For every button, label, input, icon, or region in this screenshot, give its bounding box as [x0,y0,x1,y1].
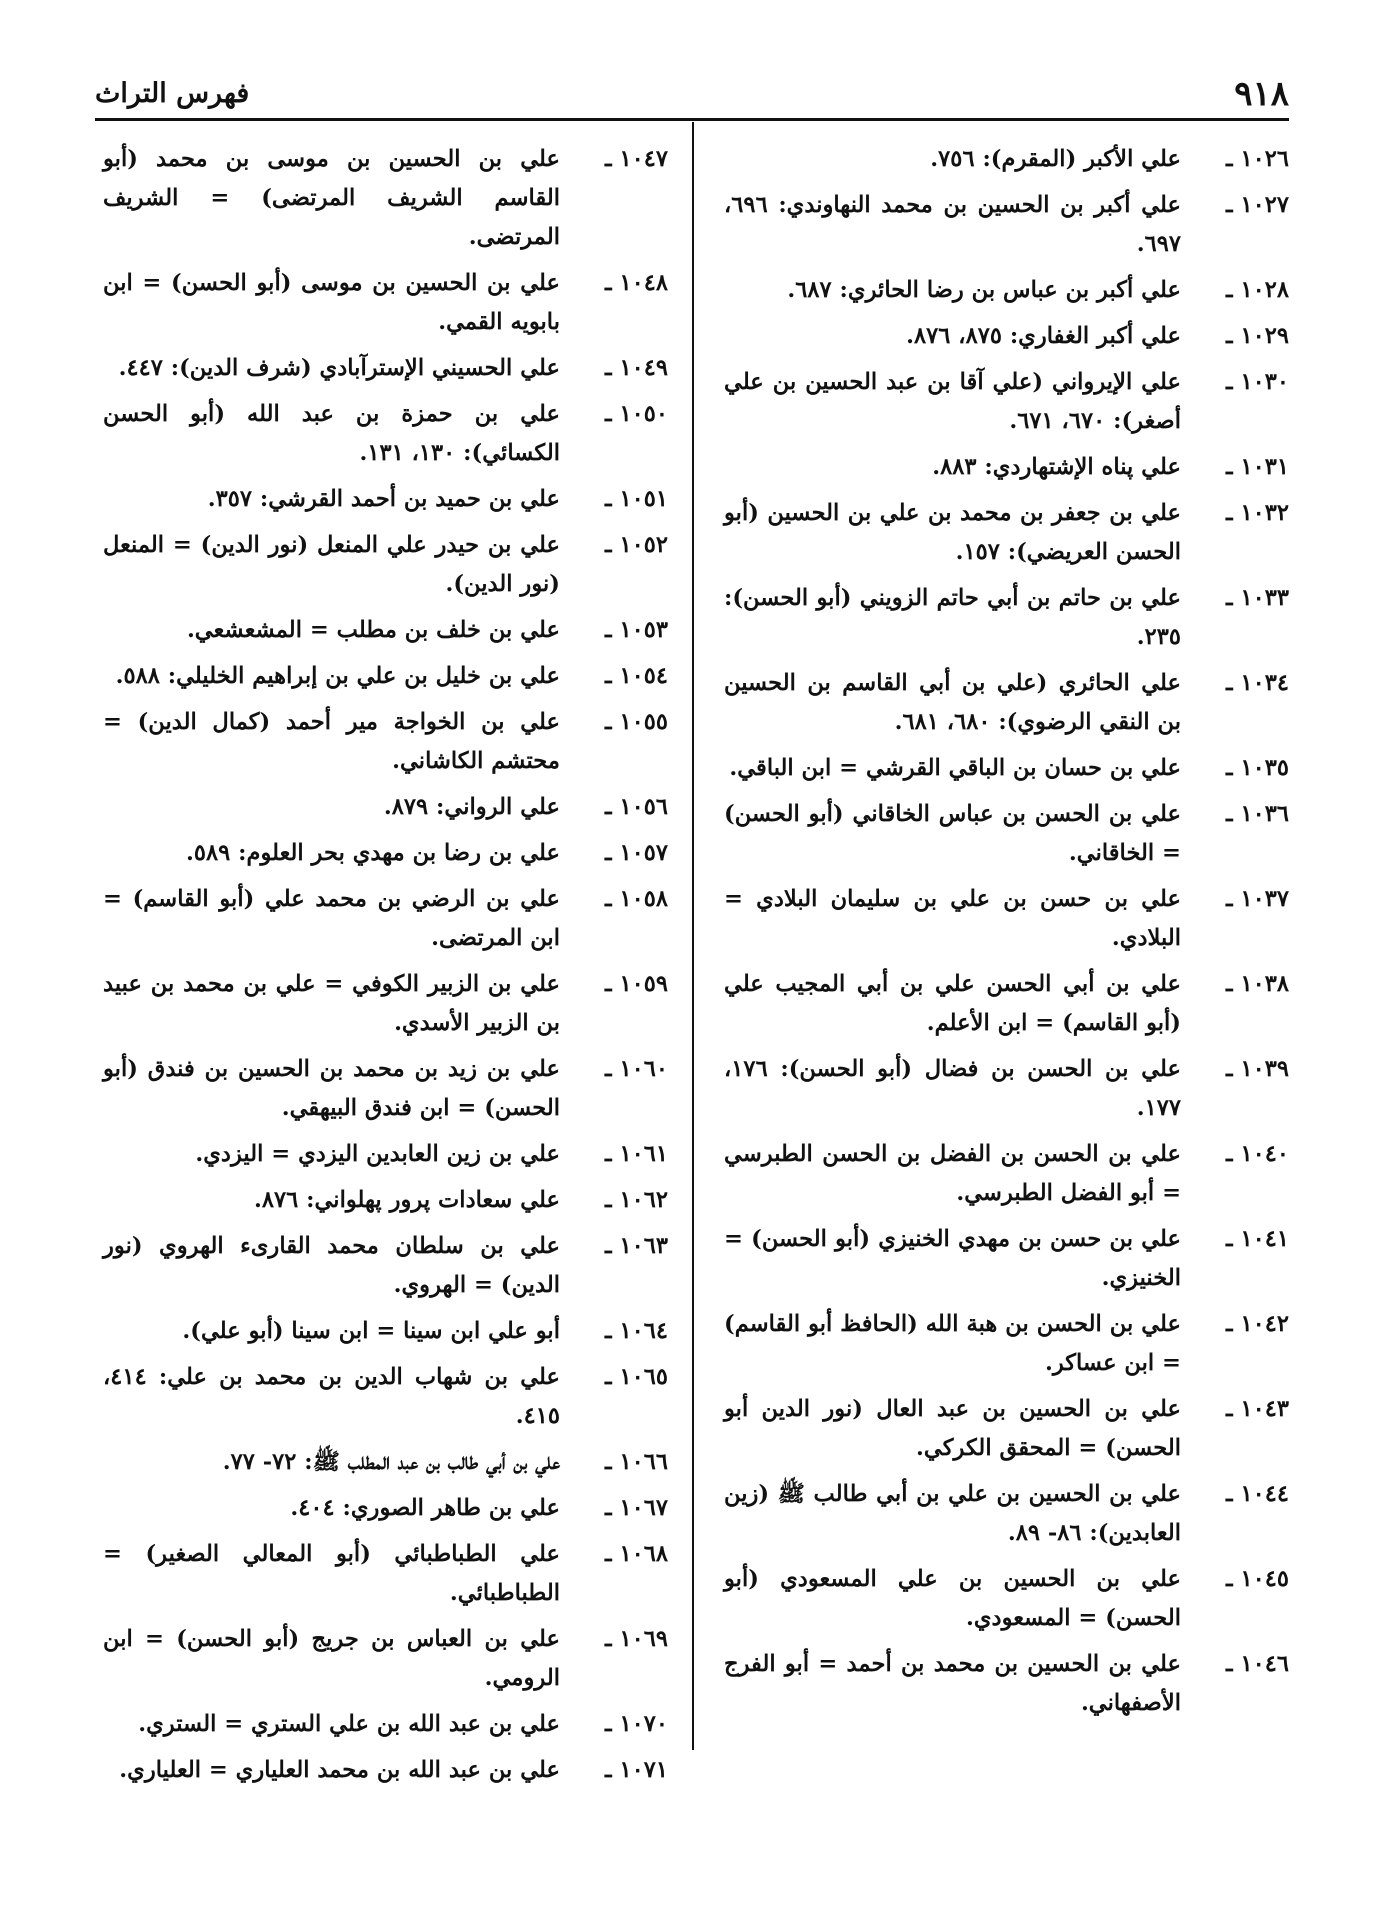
entry-text: علي بن الحسين بن موسى بن محمد (أبو القاسم الشريف المرتضى) = الشريف المرتضى. [103,146,560,250]
entry-text: علي بن سلطان محمد القارىء الهروي (نور الدين) = الهروي. [103,1233,560,1298]
entry-text: علي بن أبي طالب بن عبد المطلب ﷺ: ٧٢- ٧٧. [222,1449,560,1475]
entry-number: ١٠٥٤ ـ [604,663,668,689]
index-entry [103,1181,668,1220]
index-entry [103,1489,668,1528]
index-entry [724,1475,1289,1553]
index-entry [724,1645,1289,1723]
entry-text: علي سعادات پرور پهلواني: ٨٧٦. [253,1187,560,1213]
entry-text: علي بن خلف بن مطلب = المشعشعي. [186,617,560,643]
index-entry [103,834,668,873]
entry-number: ١٠٥٩ ـ [604,971,668,997]
entry-number: ١٠٢٦ ـ [1225,146,1289,172]
entry-text: علي الطباطبائي (أبو المعالي الصغير) = الطباطبائي. [103,1541,560,1606]
entry-number: ١٠٤٩ ـ [604,355,668,381]
entry-number: ١٠٣٢ ـ [1225,500,1289,526]
entry-text: علي بن الحسن بن عباس الخاقاني (أبو الحسن) = الخاقاني. [724,801,1181,866]
entry-text: أبو علي ابن سينا = ابن سينا (أبو علي). [182,1318,560,1344]
entry-number: ١٠٧١ ـ [604,1757,668,1783]
index-entry [724,1305,1289,1383]
entry-text: علي بن حمزة بن عبد الله (أبو الحسن الكسائي): ١٣٠، ١٣١. [103,401,560,466]
index-entry [724,494,1289,572]
index-entry [103,657,668,696]
entry-text: علي الحسيني الإسترآبادي (شرف الدين): ٤٤٧. [118,355,560,381]
entry-text: علي بن الحسن بن فضال (أبو الحسن): ١٧٦، ١٧٧. [724,1056,1181,1121]
entry-text: علي بن عبد الله بن علي الستري = الستري. [138,1711,560,1737]
entry-text: علي بن جعفر بن محمد بن علي بن الحسين (أبو الحسن العريضي): ١٥٧. [724,500,1181,565]
index-entry [103,1050,668,1128]
entry-number: ١٠٤٢ ـ [1225,1311,1289,1337]
entry-text: علي بن حيدر علي المنعل (نور الدين) = المنعل (نور الدين). [103,532,560,597]
entry-text: علي بن حميد بن أحمد القرشي: ٣٥٧. [207,486,560,512]
index-entry [724,795,1289,873]
index-entry [103,1620,668,1698]
entry-number: ١٠٦٢ ـ [604,1187,668,1213]
entry-number: ١٠٣٩ ـ [1225,1056,1289,1082]
entry-number: ١٠٣٦ ـ [1225,801,1289,827]
entry-number: ١٠٦٣ ـ [604,1233,668,1259]
entry-number: ١٠٣٠ ـ [1225,369,1289,395]
index-entry [724,1560,1289,1638]
entry-number: ١٠٤٥ ـ [1225,1566,1289,1592]
entry-number: ١٠٦٨ ـ [604,1541,668,1567]
index-entry [724,664,1289,742]
entry-text: علي بن رضا بن مهدي بحر العلوم: ٥٨٩. [185,840,560,866]
entry-text: علي بن الحسن بن الفضل بن الحسن الطبرسي = أبو الفضل الطبرسي. [724,1141,1181,1206]
index-entry [103,140,668,257]
index-entry [103,965,668,1043]
entry-number: ١٠٣٨ ـ [1225,971,1289,997]
entry-text: علي بن طاهر الصوري: ٤٠٤. [290,1495,560,1521]
entry-text: علي بن شهاب الدين بن محمد بن علي: ٤١٤، ٤١٥. [103,1364,560,1429]
entry-number: ١٠٣٤ ـ [1225,670,1289,696]
entry-text: علي بن الزبير الكوفي = علي بن محمد بن عبيد بن الزبير الأسدي. [103,971,560,1036]
entry-number: ١٠٦٥ ـ [604,1364,668,1390]
index-entry [103,1135,668,1174]
index-entry [724,363,1289,441]
index-entry [103,1705,668,1744]
index-entry [724,186,1289,264]
index-entry [724,1135,1289,1213]
index-column-left [103,140,668,1797]
entry-text: علي بن الخواجة مير أحمد (كمال الدين) = محتشم الكاشاني. [103,709,560,774]
index-entry [103,480,668,519]
entry-text: علي بن العباس بن جريج (أبو الحسن) = ابن الرومي. [103,1626,560,1691]
entry-text: علي الإيرواني (علي آقا بن عبد الحسين بن علي أصغر): ٦٧٠، ٦٧١. [724,369,1181,434]
entry-text: علي أكبر بن الحسين بن محمد النهاوندي: ٦٩٦، ٦٩٧. [724,192,1181,257]
index-entry [724,965,1289,1043]
index-entry [724,140,1289,179]
page-number: ٩١٨ [1234,74,1289,114]
entry-text: علي بن الحسين بن موسى (أبو الحسن) = ابن بابويه القمي. [103,270,560,335]
index-entry [724,317,1289,356]
entry-number: ١٠٦٤ ـ [604,1318,668,1344]
entry-text: علي بن عبد الله بن محمد العلياري = العلياري. [119,1757,560,1783]
index-entry [103,611,668,650]
entry-text: علي بن الحسين بن علي بن أبي طالب ﷺ (زين العابدين): ٨٦- ٨٩. [724,1481,1181,1546]
index-entry [724,749,1289,788]
index-entry [724,1390,1289,1468]
entry-text: علي بن حسن بن علي بن سليمان البلادي = البلادي. [724,886,1181,951]
entry-number: ١٠٤١ ـ [1225,1226,1289,1252]
entry-text: علي بن الحسن بن هبة الله (الحافظ أبو القاسم) = ابن عساكر. [724,1311,1181,1376]
entry-number: ١٠٧٠ ـ [604,1711,668,1737]
entry-number: ١٠٥٦ ـ [604,794,668,820]
index-entry [103,1535,668,1613]
index-entry [103,349,668,388]
entry-number: ١٠٥١ ـ [604,486,668,512]
index-entry [103,1751,668,1790]
entry-text: علي بن خليل بن علي بن إبراهيم الخليلي: ٥٨٨. [115,663,560,689]
entry-number: ١٠٤٤ ـ [1225,1481,1289,1507]
index-entry [103,880,668,958]
index-entry [103,788,668,827]
entry-number: ١٠٥٧ ـ [604,840,668,866]
entry-number: ١٠٥٠ ـ [604,401,668,427]
entry-number: ١٠٣٥ ـ [1225,755,1289,781]
index-entry [103,1358,668,1436]
entry-text: علي أكبر الغفاري: ٨٧٥، ٨٧٦. [906,323,1181,349]
index-entry [103,395,668,473]
entry-text: علي بن الحسين بن محمد بن أحمد = أبو الفرج الأصفهاني. [724,1651,1181,1716]
entry-text: علي أكبر بن عباس بن رضا الحائري: ٦٨٧. [787,277,1181,303]
entry-number: ١٠٤٧ ـ [604,146,668,172]
entry-number: ١٠٣١ ـ [1225,454,1289,480]
entry-number: ١٠٥٥ ـ [604,709,668,735]
entry-number: ١٠٣٣ ـ [1225,585,1289,611]
index-entry [724,1220,1289,1298]
entry-text: علي بن أبي الحسن علي بن أبي المجيب علي (أبو القاسم) = ابن الأعلم. [724,971,1181,1036]
index-entry [724,579,1289,657]
index-column-right [724,140,1289,1730]
entry-number: ١٠٥٢ ـ [604,532,668,558]
entry-number: ١٠٦٧ ـ [604,1495,668,1521]
column-divider [692,122,694,1750]
entry-text: علي الأكبر (المقرم): ٧٥٦. [930,146,1181,172]
entry-number: ١٠٢٧ ـ [1225,192,1289,218]
entry-text: علي الرواني: ٨٧٩. [383,794,560,820]
entry-text: علي پناه الإشتهاردي: ٨٨٣. [932,454,1181,480]
entry-text: علي بن حاتم بن أبي حاتم الزويني (أبو الحسن): ٢٣٥. [724,585,1181,650]
entry-number: ١٠٤٦ ـ [1225,1651,1289,1677]
index-entry [103,703,668,781]
entry-text: علي بن الحسين بن عبد العال (نور الدين أبو الحسن) = المحقق الكركي. [724,1396,1181,1461]
entry-number: ١٠٣٧ ـ [1225,886,1289,912]
index-entry [724,1050,1289,1128]
entry-number: ١٠٤٣ ـ [1225,1396,1289,1422]
entry-text: علي الحائري (علي بن أبي القاسم بن الحسين بن النقي الرضوي): ٦٨٠، ٦٨١. [724,670,1181,735]
index-entry [724,448,1289,487]
index-entry [724,271,1289,310]
entry-number: ١٠٤٠ ـ [1225,1141,1289,1167]
index-entry [103,1227,668,1305]
page-header [95,70,1289,121]
entry-number: ١٠٢٨ ـ [1225,277,1289,303]
entry-text: علي بن حسان بن الباقي القرشي = ابن الباقي. [729,755,1181,781]
entry-number: ١٠٥٨ ـ [604,886,668,912]
entry-text: علي بن حسن بن مهدي الخنيزي (أبو الحسن) = الخنيزي. [724,1226,1181,1291]
entry-text: علي بن الحسين بن علي المسعودي (أبو الحسن) = المسعودي. [724,1566,1181,1631]
index-entry [103,526,668,604]
running-title: فهرس التراث [95,78,250,109]
entry-number: ١٠٥٣ ـ [604,617,668,643]
entry-number: ١٠٦١ ـ [604,1141,668,1167]
entry-number: ١٠٤٨ ـ [604,270,668,296]
index-entry [724,880,1289,958]
entry-text: علي بن زين العابدين اليزدي = اليزدي. [195,1141,560,1167]
index-entry [103,1443,668,1482]
index-entry [103,1312,668,1351]
index-entry [103,264,668,342]
entry-number: ١٠٦٠ ـ [604,1056,668,1082]
entry-number: ١٠٦٩ ـ [604,1626,668,1652]
entry-text: علي بن الرضي بن محمد علي (أبو القاسم) = ابن المرتضى. [103,886,560,951]
entry-number: ١٠٢٩ ـ [1225,323,1289,349]
entry-number: ١٠٦٦ ـ [604,1449,668,1475]
entry-text: علي بن زيد بن محمد بن الحسين بن فندق (أبو الحسن) = ابن فندق البيهقي. [103,1056,560,1121]
